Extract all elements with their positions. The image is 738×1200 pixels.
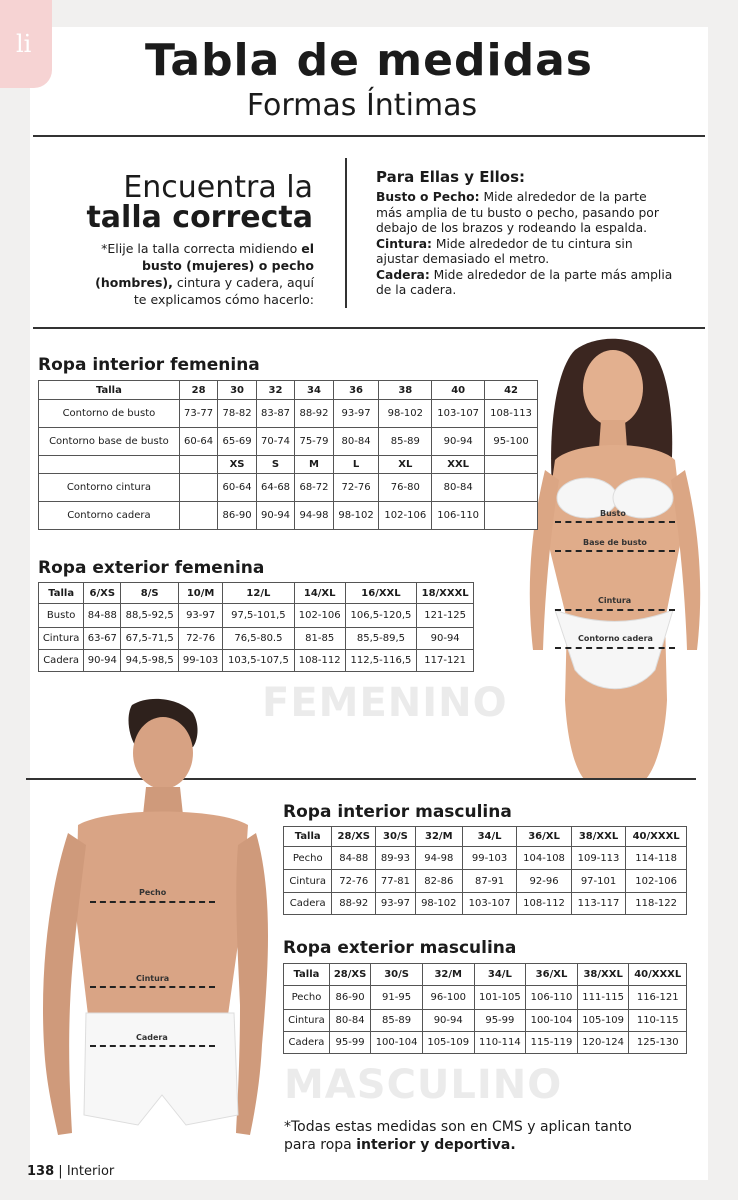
table-cell: 34/L [462, 827, 516, 847]
row-label-cell: Cadera [39, 650, 84, 672]
table-cell: 99-103 [462, 847, 516, 870]
female-hip-label: Contorno cadera [578, 634, 653, 643]
table-cell: 6/XS [84, 583, 121, 604]
table-cell: 93-97 [179, 604, 223, 628]
table-cell: S [256, 456, 294, 474]
row-label-cell [39, 456, 180, 474]
table-cell [485, 502, 538, 530]
table-cell: 97,5-101,5 [223, 604, 295, 628]
table-cell: 36/XL [517, 827, 571, 847]
female-bust-line [555, 521, 675, 523]
table-cell: 102-106 [379, 502, 432, 530]
table-title-interior-femenina: Ropa interior femenina [38, 355, 260, 375]
table-cell: 92-96 [517, 870, 571, 893]
table-cell: 106,5-120,5 [345, 604, 417, 628]
female-underbust-line [555, 550, 675, 552]
table-row [284, 986, 687, 1010]
female-underbust-label: Base de busto [583, 538, 647, 547]
table-cell: 42 [485, 381, 538, 400]
table-cell: 30/S [376, 827, 416, 847]
table-cell: 90-94 [417, 628, 474, 650]
table-cell: 88,5-92,5 [121, 604, 179, 628]
table-row [39, 628, 474, 650]
table-cell: 75-79 [295, 428, 333, 456]
table-cell: 99-103 [179, 650, 223, 672]
table-cell: 32/M [415, 827, 462, 847]
table-cell: 93-97 [333, 400, 379, 428]
size-table-interior-masculina [283, 826, 687, 915]
table-cell [485, 474, 538, 502]
table-cell: 65-69 [218, 428, 256, 456]
table-cell: 64-68 [256, 474, 294, 502]
footer-separator: | [58, 1164, 63, 1179]
table-cell: 72-76 [179, 628, 223, 650]
table-cell: 34 [295, 381, 333, 400]
table-title-exterior-masculina: Ropa exterior masculina [283, 938, 517, 958]
table-cell: 80-84 [329, 1010, 370, 1032]
intro-heading-line2: talla correcta [86, 200, 313, 235]
row-label-cell: Busto [39, 604, 84, 628]
footnote: *Todas estas medidas son en CMS y aplican tanto para ropa interior y deportiva. [284, 1119, 632, 1153]
row-label-cell: Cintura [284, 1010, 330, 1032]
table-cell: 63-67 [84, 628, 121, 650]
table-cell: 91-95 [371, 986, 423, 1010]
table-cell: 109-113 [571, 847, 625, 870]
row-label-cell: Talla [39, 583, 84, 604]
table-title-exterior-femenina: Ropa exterior femenina [38, 558, 265, 578]
table-cell: 16/XXL [345, 583, 417, 604]
table-cell: 95-99 [329, 1032, 370, 1054]
table-cell: 88-92 [332, 893, 376, 915]
row-label-cell: Cintura [39, 628, 84, 650]
table-cell: 14/XL [294, 583, 345, 604]
table-cell: 108-113 [485, 400, 538, 428]
table-cell: 110-115 [629, 1010, 687, 1032]
male-chest-label: Pecho [139, 888, 167, 897]
table-cell: 121-125 [417, 604, 474, 628]
male-waist-line [90, 986, 215, 988]
table-cell: XL [379, 456, 432, 474]
table-cell: XS [218, 456, 256, 474]
row-label-cell: Pecho [284, 986, 330, 1010]
row-label-cell: Contorno de busto [39, 400, 180, 428]
intro-heading-line1: Encuentra la [123, 170, 313, 205]
table-cell: 96-100 [422, 986, 474, 1010]
table-cell: 76,5-80.5 [223, 628, 295, 650]
header-divider [33, 135, 705, 137]
intro-hint: *Elije la talla correcta midiendo el busto (mujeres) o pecho (hombres), cintura y cadera, aquí te explicamos cómo hacerlo: [95, 241, 314, 307]
footer-section: Interior [66, 1164, 115, 1179]
table-header-row [284, 827, 687, 847]
table-cell: 72-76 [333, 474, 379, 502]
row-label-cell: Contorno cintura [39, 474, 180, 502]
table-cell [485, 456, 538, 474]
table-cell: 111-115 [577, 986, 629, 1010]
table-cell: 81-85 [294, 628, 345, 650]
table-row [39, 604, 474, 628]
page-subtitle: Formas Íntimas [246, 88, 478, 123]
table-cell: 101-105 [474, 986, 526, 1010]
size-table-exterior-masculina [283, 963, 687, 1054]
table-cell: 88-92 [295, 400, 333, 428]
table-cell: 90-94 [422, 1010, 474, 1032]
table-cell: 93-97 [376, 893, 416, 915]
table-cell: 32 [256, 381, 294, 400]
table-cell: 80-84 [432, 474, 485, 502]
male-waist-label: Cintura [136, 974, 170, 983]
table-cell: 106-110 [432, 502, 485, 530]
table-cell: 60-64 [179, 428, 217, 456]
table-header-row [39, 583, 474, 604]
table-cell: 115-119 [526, 1032, 578, 1054]
table-cell: 90-94 [432, 428, 485, 456]
table-cell: 108-112 [294, 650, 345, 672]
table-cell [179, 502, 217, 530]
table-cell: 125-130 [629, 1032, 687, 1054]
table-cell: 100-104 [526, 1010, 578, 1032]
table-cell: 60-64 [218, 474, 256, 502]
table-cell: 95-100 [485, 428, 538, 456]
table-cell: 70-74 [256, 428, 294, 456]
table-cell: 108-112 [517, 893, 571, 915]
table-cell: 103,5-107,5 [223, 650, 295, 672]
page-number: 138 [27, 1164, 55, 1179]
table-cell: M [295, 456, 333, 474]
table-cell: 38/XXL [571, 827, 625, 847]
table-cell: 116-121 [629, 986, 687, 1010]
guide-text: Busto o Pecho: Mide alrededor de la parte más amplia de tu busto o pecho, pasando por debajo de los brazos y rodeando la espalda. Cintura: Mide alrededor de tu cintura sin ajustar demasiado el metro. Cadera: Mide alrededor de la parte más amplia de la cadera. [376, 190, 673, 297]
table-cell: 89-93 [376, 847, 416, 870]
table-cell: 86-90 [329, 986, 370, 1010]
female-bust-label: Busto [600, 509, 626, 518]
table-cell: 28/XS [329, 964, 370, 986]
table-cell: 36/XL [526, 964, 578, 986]
table-cell: XXL [432, 456, 485, 474]
table-cell: 34/L [474, 964, 526, 986]
table-cell: 94-98 [295, 502, 333, 530]
table-cell: 105-109 [577, 1010, 629, 1032]
table-cell: 85-89 [379, 428, 432, 456]
table-cell: 90-94 [256, 502, 294, 530]
brand-logo: li [0, 0, 52, 88]
row-label-cell: Talla [284, 964, 330, 986]
table-cell: 105-109 [422, 1032, 474, 1054]
table-cell: 32/M [422, 964, 474, 986]
table-cell: 102-106 [294, 604, 345, 628]
table-cell: 86-90 [218, 502, 256, 530]
table-cell: 104-108 [517, 847, 571, 870]
female-waist-line [555, 609, 675, 611]
table-cell: 36 [333, 381, 379, 400]
table-cell: 40/XXXL [626, 827, 687, 847]
table-cell: 95-99 [474, 1010, 526, 1032]
table-cell: 10/M [179, 583, 223, 604]
table-cell: 18/XXXL [417, 583, 474, 604]
watermark-masculino: MASCULINO [284, 1062, 563, 1108]
table-cell: 118-122 [626, 893, 687, 915]
table-cell: 82-86 [415, 870, 462, 893]
male-hip-line [90, 1045, 215, 1047]
table-cell: 85,5-89,5 [345, 628, 417, 650]
row-label-cell: Contorno cadera [39, 502, 180, 530]
table-cell: 80-84 [333, 428, 379, 456]
table-cell: 28/XS [332, 827, 376, 847]
table-cell: 98-102 [379, 400, 432, 428]
table-cell: 94-98 [415, 847, 462, 870]
table-cell: 90-94 [84, 650, 121, 672]
table-cell: 8/S [121, 583, 179, 604]
table-row [39, 650, 474, 672]
table-cell: 103-107 [432, 400, 485, 428]
table-cell: 98-102 [415, 893, 462, 915]
table-cell: 77-81 [376, 870, 416, 893]
table-row [284, 893, 687, 915]
table-cell: 97-101 [571, 870, 625, 893]
table-cell: 117-121 [417, 650, 474, 672]
table-header-row [284, 964, 687, 986]
table-cell: 114-118 [626, 847, 687, 870]
table-cell: L [333, 456, 379, 474]
table-cell: 103-107 [462, 893, 516, 915]
table-row [284, 847, 687, 870]
page-footer [27, 1164, 114, 1179]
row-label-cell: Cintura [284, 870, 332, 893]
table-row [39, 474, 538, 502]
table-cell: 83-87 [256, 400, 294, 428]
row-label-cell: Contorno base de busto [39, 428, 180, 456]
table-title-interior-masculina: Ropa interior masculina [283, 802, 512, 822]
table-cell [179, 474, 217, 502]
size-table-interior-femenina [38, 380, 538, 530]
table-cell: 110-114 [474, 1032, 526, 1054]
table-cell: 100-104 [371, 1032, 423, 1054]
row-label-cell: Cadera [284, 893, 332, 915]
table-cell: 102-106 [626, 870, 687, 893]
table-header-row [39, 381, 538, 400]
watermark-femenino: FEMENINO [262, 680, 508, 726]
guide-title: Para Ellas y Ellos: [376, 168, 526, 186]
table-cell [179, 456, 217, 474]
table-cell: 68-72 [295, 474, 333, 502]
row-label-cell: Talla [284, 827, 332, 847]
table-cell: 87-91 [462, 870, 516, 893]
table-cell: 40/XXXL [629, 964, 687, 986]
table-cell: 38 [379, 381, 432, 400]
table-cell: 12/L [223, 583, 295, 604]
intro-divider [345, 158, 347, 308]
table-cell: 38/XXL [577, 964, 629, 986]
table-cell: 30 [218, 381, 256, 400]
table-row [284, 870, 687, 893]
row-label-cell: Cadera [284, 1032, 330, 1054]
page-title: Tabla de medidas [145, 35, 593, 86]
male-model-illustration [28, 695, 268, 1165]
row-label-cell: Pecho [284, 847, 332, 870]
table-cell: 112,5-116,5 [345, 650, 417, 672]
table-cell: 28 [179, 381, 217, 400]
table-row [284, 1010, 687, 1032]
table-cell: 113-117 [571, 893, 625, 915]
table-row [39, 400, 538, 428]
female-waist-label: Cintura [598, 596, 632, 605]
table-cell: 30/S [371, 964, 423, 986]
male-chest-line [90, 901, 215, 903]
table-row [39, 456, 538, 474]
table-row [39, 502, 538, 530]
table-cell: 85-89 [371, 1010, 423, 1032]
table-cell: 84-88 [332, 847, 376, 870]
female-hip-line [555, 647, 675, 649]
table-cell: 84-88 [84, 604, 121, 628]
table-cell: 76-80 [379, 474, 432, 502]
table-cell: 40 [432, 381, 485, 400]
table-cell: 120-124 [577, 1032, 629, 1054]
table-cell: 98-102 [333, 502, 379, 530]
table-row [39, 428, 538, 456]
male-hip-label: Cadera [136, 1033, 168, 1042]
table-cell: 67,5-71,5 [121, 628, 179, 650]
table-cell: 106-110 [526, 986, 578, 1010]
table-cell: 73-77 [179, 400, 217, 428]
table-row [284, 1032, 687, 1054]
table-cell: 94,5-98,5 [121, 650, 179, 672]
table-cell: 78-82 [218, 400, 256, 428]
table-cell: 72-76 [332, 870, 376, 893]
row-label-cell: Talla [39, 381, 180, 400]
size-table-exterior-femenina [38, 582, 474, 672]
